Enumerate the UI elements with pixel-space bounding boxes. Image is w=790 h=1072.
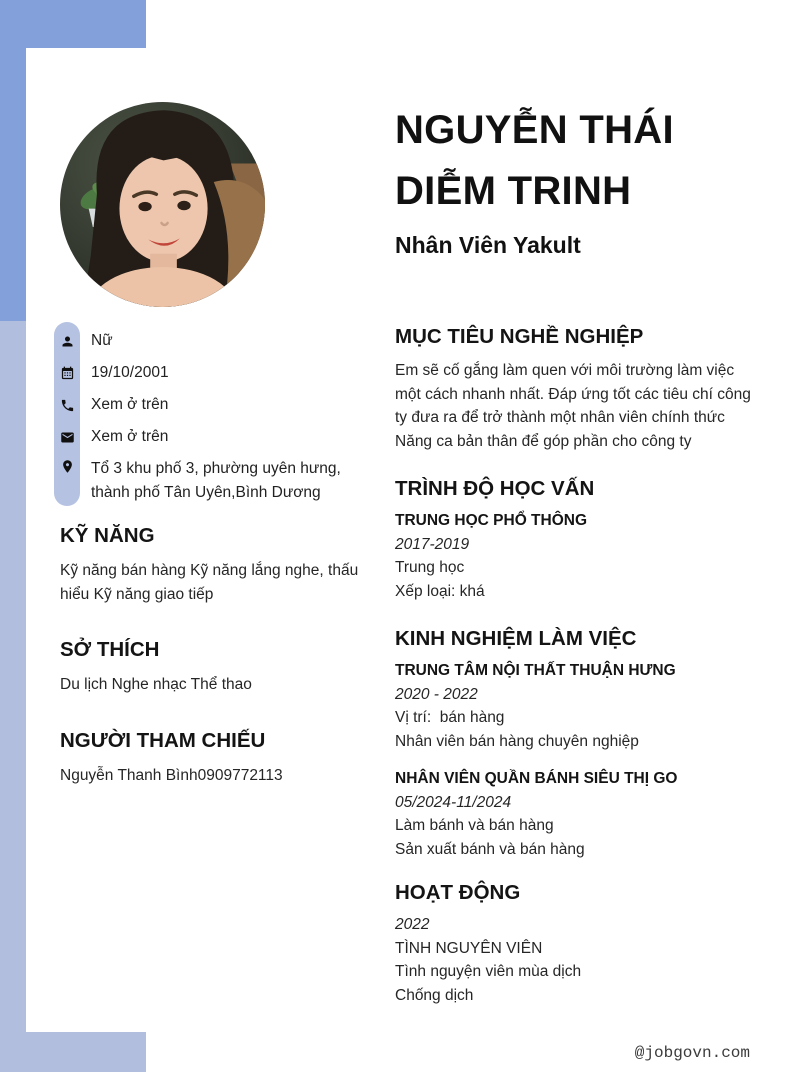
experience-entry: [395, 659, 757, 753]
section-heading: SỞ THÍCH: [60, 638, 160, 661]
phone-value: Xem ở trên: [91, 396, 169, 413]
education-detail: Trung học: [395, 559, 465, 576]
header-block: [395, 100, 757, 1007]
school-name: TRUNG HỌC PHỔ THÔNG: [395, 512, 588, 529]
experience-detail: Nhân viên bán hàng chuyên nghiệp: [395, 732, 639, 750]
references-text: Nguyễn Thanh Bình0909772113: [60, 766, 283, 784]
objective-text: Em sẽ cố gắng làm quen với môi trường làm việc một cách nhanh nhất. Đáp ứng tốt các tiêu chí công ty đưa ra để trở thành một nhân viên chính thức Năng ca bản thân để góp phần cho công ty: [395, 362, 756, 450]
section-hobbies: [60, 636, 375, 697]
gender-value: Nữ: [91, 332, 113, 349]
education-detail: Xếp loại: khá: [395, 582, 485, 600]
section-experience: [395, 625, 757, 861]
section-heading: KỸ NĂNG: [60, 524, 155, 547]
skills-text: Kỹ năng bán hàng Kỹ năng lắng nghe, thấu hiểu Kỹ năng giao tiếp: [60, 562, 359, 603]
section-skills: [60, 522, 375, 606]
section-objective: [395, 323, 757, 453]
name-line-1: NGUYỄN THÁI: [395, 108, 674, 152]
dob-value: 19/10/2001: [91, 364, 169, 381]
experience-detail: Vị trí: bán hàng: [395, 709, 505, 726]
name-line-2: DIỄM TRINH: [395, 169, 632, 213]
activity-period: 2022: [395, 916, 430, 933]
watermark: @jobgovn.com: [634, 1044, 750, 1062]
employer-name: TRUNG TÂM NỘI THẤT THUẬN HƯNG: [395, 662, 676, 679]
location-icon: [54, 453, 80, 503]
section-education: [395, 475, 757, 603]
employer-name: NHÂN VIÊN QUẦN BÁNH SIÊU THỊ GO: [395, 770, 678, 787]
address-value: Tổ 3 khu phố 3, phường uyên hưng, thành phố Tân Uyên,Bình Dương: [91, 460, 341, 501]
activity-entry: [395, 913, 757, 1007]
section-heading: MỤC TIÊU NGHỀ NGHIỆP: [395, 325, 644, 348]
phone-icon: [54, 389, 80, 421]
education-entry: [395, 509, 757, 603]
left-accent-bar-light: [0, 321, 26, 1032]
experience-period: 05/2024-11/2024: [395, 793, 512, 811]
left-column: [60, 522, 375, 817]
section-heading: KINH NGHIỆM LÀM VIỆC: [395, 627, 637, 650]
education-period: 2017-2019: [395, 535, 470, 553]
hobbies-text: Du lịch Nghe nhạc Thể thao: [60, 676, 252, 693]
section-heading: HOẠT ĐỘNG: [395, 881, 521, 904]
email-icon: [54, 421, 80, 453]
person-icon: [54, 325, 80, 357]
personal-info-values: [80, 322, 343, 505]
section-activities: [395, 879, 757, 1007]
section-heading: NGƯỜI THAM CHIẾU: [60, 728, 266, 752]
job-title: Nhân Viên Yakult: [395, 232, 581, 258]
section-references: [60, 727, 375, 788]
calendar-icon: [54, 357, 80, 389]
section-heading: TRÌNH ĐỘ HỌC VẤN: [395, 477, 595, 500]
candidate-name: [395, 100, 757, 222]
activity-detail: TÌNH NGUYÊN VIÊN: [395, 939, 543, 957]
top-left-accent-bar: [0, 0, 146, 48]
portrait-illustration: [60, 102, 265, 307]
bottom-left-accent-bar: [0, 1032, 146, 1072]
personal-info-icon-strip: [54, 322, 80, 506]
email-value: Xem ở trên: [91, 428, 169, 445]
experience-period: 2020 - 2022: [395, 685, 478, 703]
experience-entry: [395, 767, 757, 861]
activity-detail: Tình nguyện viên mùa dịch: [395, 963, 582, 980]
activity-detail: Chống dịch: [395, 986, 474, 1004]
experience-detail: Làm bánh và bán hàng: [395, 817, 554, 834]
personal-info: [54, 322, 343, 506]
profile-photo: [60, 102, 265, 307]
experience-detail: Sản xuất bánh và bán hàng: [395, 840, 585, 858]
left-accent-bar-strong: [0, 48, 26, 321]
